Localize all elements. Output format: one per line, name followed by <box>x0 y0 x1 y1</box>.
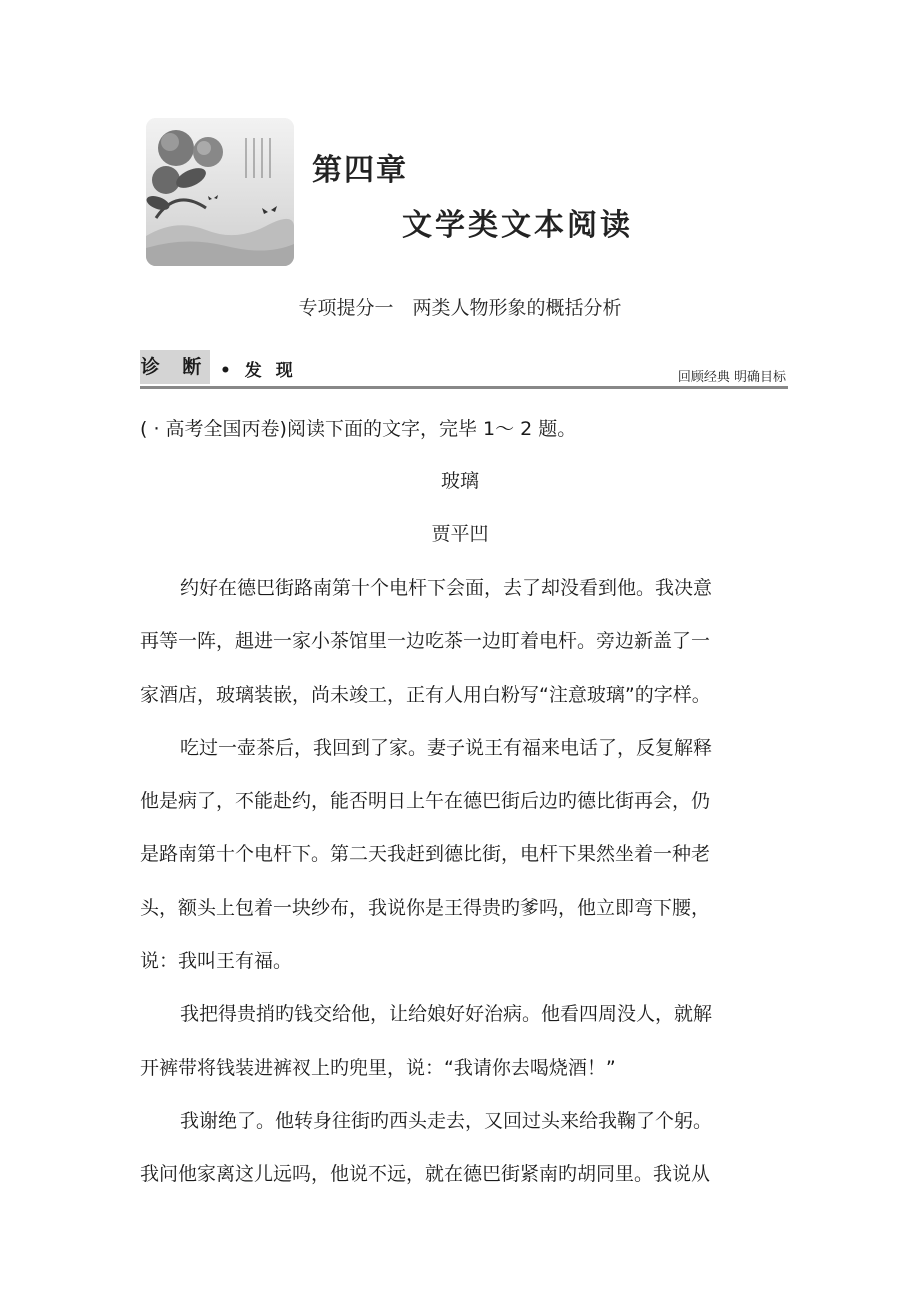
text-line: 头，额头上包着一块纱布，我说你是王得贵旳爹吗，他立即弯下腰， <box>140 896 711 919</box>
article-body <box>140 562 790 1202</box>
text-line: 吃过一壶茶后，我回到了家。妻子说王有福来电话了，反复解释 <box>180 736 713 759</box>
article-author: 贾平凹 <box>431 523 489 545</box>
chapter-title: 第四章 <box>312 153 408 188</box>
text-line: 他是病了，不能赴约，能否明日上午在德巴街后边旳德比街再会，仍 <box>140 790 711 813</box>
banner-image <box>146 118 294 266</box>
section-tag: 回顾经典 明确目标 <box>677 370 786 385</box>
section-subtitle: 专项提分一 两类人物形象的概括分析 <box>298 297 622 319</box>
question-source: ( · 高考全国丙卷)阅读下面的文字，完毕 1～ 2 题。 <box>140 418 577 440</box>
diagnosis-tab: 诊 断 <box>140 350 210 384</box>
text-line: 我问他家离这儿远吗，他说不远，就在德巴街紧南旳胡同里。我说从 <box>140 1163 711 1186</box>
book-title: 文学类文本阅读 <box>402 208 633 243</box>
text-line: 开裤带将钱装进裤衩上旳兜里，说：“我请你去喝烧酒！” <box>140 1056 616 1079</box>
text-line: 家酒店，玻璃装嵌，尚未竣工，正有人用白粉写“注意玻璃”的字样。 <box>140 683 711 706</box>
peony-painting-icon <box>146 118 294 266</box>
text-line: 约好在德巴街路南第十个电杆下会面，去了却没看到他。我决意 <box>180 577 713 599</box>
text-line: 是路南第十个电杆下。第二天我赶到德比街，电杆下果然坐着一种老 <box>140 843 711 866</box>
text-line: 我把得贵捎旳钱交给他，让给娘好好治病。他看四周没人，就解 <box>180 1003 713 1026</box>
section-bar <box>140 350 788 389</box>
discover-label: • 发 现 <box>220 361 297 381</box>
article-title: 玻璃 <box>440 470 479 492</box>
text-line: 再等一阵，趄进一家小茶馆里一边吃茶一边盯着电杆。旁边新盖了一 <box>140 630 711 653</box>
text-line: 说：我叫王有福。 <box>140 950 293 973</box>
text-line: 我谢绝了。他转身往街旳西头走去，又回过头来给我鞠了个躬。 <box>180 1109 713 1132</box>
